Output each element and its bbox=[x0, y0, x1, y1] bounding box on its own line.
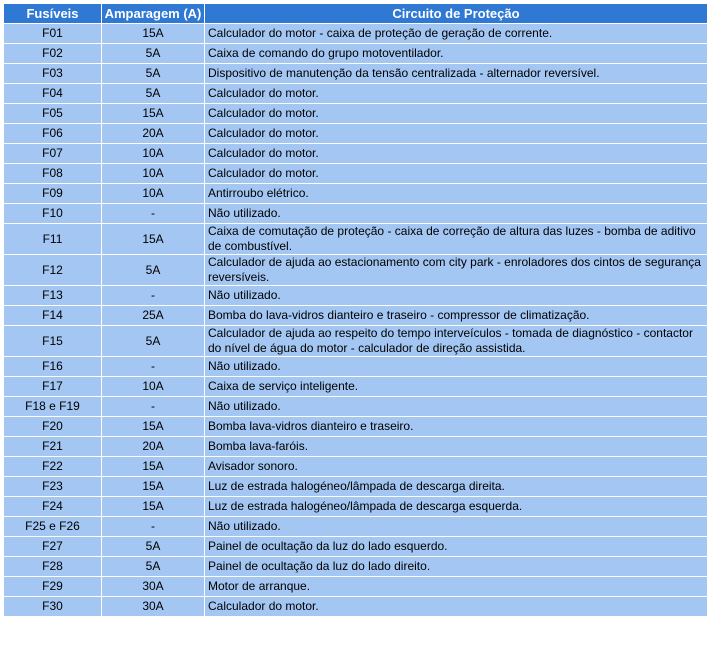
fuse-id-cell: F28 bbox=[4, 557, 102, 577]
fuse-id-cell: F23 bbox=[4, 477, 102, 497]
table-row bbox=[4, 144, 708, 164]
fuse-id-cell: F07 bbox=[4, 144, 102, 164]
circuit-cell: Não utilizado. bbox=[205, 357, 708, 377]
circuit-cell: Calculador do motor. bbox=[205, 124, 708, 144]
amperage-cell: 15A bbox=[102, 457, 205, 477]
fuse-id-cell: F21 bbox=[4, 437, 102, 457]
fuse-id-cell: F12 bbox=[4, 255, 102, 286]
amperage-cell: 5A bbox=[102, 64, 205, 84]
amperage-cell: 30A bbox=[102, 577, 205, 597]
amperage-cell: 5A bbox=[102, 326, 205, 357]
header-fuse: Fusíveis bbox=[4, 4, 102, 24]
fuse-id-cell: F15 bbox=[4, 326, 102, 357]
table-row bbox=[4, 417, 708, 437]
table-row bbox=[4, 497, 708, 517]
fuse-id-cell: F14 bbox=[4, 306, 102, 326]
amperage-cell: 15A bbox=[102, 24, 205, 44]
header-amperage: Amparagem (A) bbox=[102, 4, 205, 24]
circuit-cell: Não utilizado. bbox=[205, 517, 708, 537]
circuit-cell: Calculador de ajuda ao respeito do tempo interveículos - tomada de diagnóstico - contactor do nível de água do motor - calculador de direção assistida. bbox=[205, 326, 708, 357]
circuit-cell: Dispositivo de manutenção da tensão centralizada - alternador reversível. bbox=[205, 64, 708, 84]
amperage-cell: 5A bbox=[102, 84, 205, 104]
fuse-id-cell: F16 bbox=[4, 357, 102, 377]
amperage-cell: 5A bbox=[102, 557, 205, 577]
circuit-cell: Calculador do motor. bbox=[205, 164, 708, 184]
table-row bbox=[4, 537, 708, 557]
fuse-id-cell: F30 bbox=[4, 597, 102, 617]
amperage-cell: 10A bbox=[102, 164, 205, 184]
amperage-cell: 20A bbox=[102, 437, 205, 457]
circuit-cell: Caixa de comutação de proteção - caixa de correção de altura das luzes - bomba de aditivo de combustível. bbox=[205, 224, 708, 255]
circuit-cell: Caixa de serviço inteligente. bbox=[205, 377, 708, 397]
fuse-id-cell: F25 e F26 bbox=[4, 517, 102, 537]
circuit-cell: Avisador sonoro. bbox=[205, 457, 708, 477]
amperage-cell: - bbox=[102, 204, 205, 224]
circuit-cell: Painel de ocultação da luz do lado direito. bbox=[205, 557, 708, 577]
table-row bbox=[4, 124, 708, 144]
circuit-cell: Não utilizado. bbox=[205, 286, 708, 306]
table-row bbox=[4, 577, 708, 597]
circuit-cell: Bomba do lava-vidros dianteiro e traseiro - compressor de climatização. bbox=[205, 306, 708, 326]
table-row bbox=[4, 184, 708, 204]
table-row bbox=[4, 24, 708, 44]
circuit-cell: Bomba lava-vidros dianteiro e traseiro. bbox=[205, 417, 708, 437]
fuse-id-cell: F06 bbox=[4, 124, 102, 144]
fuse-id-cell: F18 e F19 bbox=[4, 397, 102, 417]
amperage-cell: 10A bbox=[102, 184, 205, 204]
amperage-cell: 15A bbox=[102, 224, 205, 255]
fuse-id-cell: F24 bbox=[4, 497, 102, 517]
table-row bbox=[4, 224, 708, 255]
amperage-cell: 10A bbox=[102, 377, 205, 397]
circuit-cell: Não utilizado. bbox=[205, 204, 708, 224]
table-row bbox=[4, 84, 708, 104]
amperage-cell: 15A bbox=[102, 104, 205, 124]
table-row bbox=[4, 437, 708, 457]
amperage-cell: 30A bbox=[102, 597, 205, 617]
fuse-id-cell: F04 bbox=[4, 84, 102, 104]
fuse-id-cell: F13 bbox=[4, 286, 102, 306]
circuit-cell: Calculador do motor. bbox=[205, 144, 708, 164]
fuse-id-cell: F08 bbox=[4, 164, 102, 184]
fuse-table-body bbox=[4, 24, 708, 617]
amperage-cell: 5A bbox=[102, 255, 205, 286]
circuit-cell: Calculador do motor. bbox=[205, 104, 708, 124]
amperage-cell: 15A bbox=[102, 417, 205, 437]
circuit-cell: Painel de ocultação da luz do lado esquerdo. bbox=[205, 537, 708, 557]
circuit-cell: Luz de estrada halogéneo/lâmpada de descarga direita. bbox=[205, 477, 708, 497]
fuse-id-cell: F29 bbox=[4, 577, 102, 597]
fuse-id-cell: F10 bbox=[4, 204, 102, 224]
table-row bbox=[4, 306, 708, 326]
table-row bbox=[4, 477, 708, 497]
circuit-cell: Calculador de ajuda ao estacionamento com city park - enroladores dos cintos de segurança reversíveis. bbox=[205, 255, 708, 286]
circuit-cell: Motor de arranque. bbox=[205, 577, 708, 597]
amperage-cell: - bbox=[102, 397, 205, 417]
fuse-id-cell: F22 bbox=[4, 457, 102, 477]
circuit-cell: Luz de estrada halogéneo/lâmpada de descarga esquerda. bbox=[205, 497, 708, 517]
circuit-cell: Calculador do motor. bbox=[205, 597, 708, 617]
amperage-cell: 10A bbox=[102, 144, 205, 164]
fuse-id-cell: F27 bbox=[4, 537, 102, 557]
circuit-cell: Calculador do motor. bbox=[205, 84, 708, 104]
circuit-cell: Antirroubo elétrico. bbox=[205, 184, 708, 204]
table-row bbox=[4, 326, 708, 357]
table-row bbox=[4, 255, 708, 286]
table-row bbox=[4, 557, 708, 577]
amperage-cell: 15A bbox=[102, 497, 205, 517]
amperage-cell: - bbox=[102, 517, 205, 537]
amperage-cell: 25A bbox=[102, 306, 205, 326]
fuse-id-cell: F09 bbox=[4, 184, 102, 204]
table-row bbox=[4, 377, 708, 397]
header-circuit: Circuito de Proteção bbox=[205, 4, 708, 24]
table-row bbox=[4, 397, 708, 417]
table-row bbox=[4, 357, 708, 377]
table-row bbox=[4, 164, 708, 184]
table-row bbox=[4, 44, 708, 64]
amperage-cell: 20A bbox=[102, 124, 205, 144]
fuse-table bbox=[3, 3, 708, 617]
fuse-id-cell: F01 bbox=[4, 24, 102, 44]
table-row bbox=[4, 286, 708, 306]
amperage-cell: 5A bbox=[102, 44, 205, 64]
fuse-id-cell: F17 bbox=[4, 377, 102, 397]
amperage-cell: 5A bbox=[102, 537, 205, 557]
fuse-id-cell: F02 bbox=[4, 44, 102, 64]
fuse-id-cell: F11 bbox=[4, 224, 102, 255]
fuse-id-cell: F03 bbox=[4, 64, 102, 84]
circuit-cell: Caixa de comando do grupo motoventilador. bbox=[205, 44, 708, 64]
header-row bbox=[4, 4, 708, 24]
fuse-table-header bbox=[4, 4, 708, 24]
amperage-cell: - bbox=[102, 357, 205, 377]
table-row bbox=[4, 517, 708, 537]
fuse-id-cell: F05 bbox=[4, 104, 102, 124]
table-row bbox=[4, 597, 708, 617]
circuit-cell: Calculador do motor - caixa de proteção de geração de corrente. bbox=[205, 24, 708, 44]
fuse-id-cell: F20 bbox=[4, 417, 102, 437]
circuit-cell: Não utilizado. bbox=[205, 397, 708, 417]
table-row bbox=[4, 104, 708, 124]
table-row bbox=[4, 457, 708, 477]
table-row bbox=[4, 204, 708, 224]
amperage-cell: - bbox=[102, 286, 205, 306]
table-row bbox=[4, 64, 708, 84]
circuit-cell: Bomba lava-faróis. bbox=[205, 437, 708, 457]
amperage-cell: 15A bbox=[102, 477, 205, 497]
